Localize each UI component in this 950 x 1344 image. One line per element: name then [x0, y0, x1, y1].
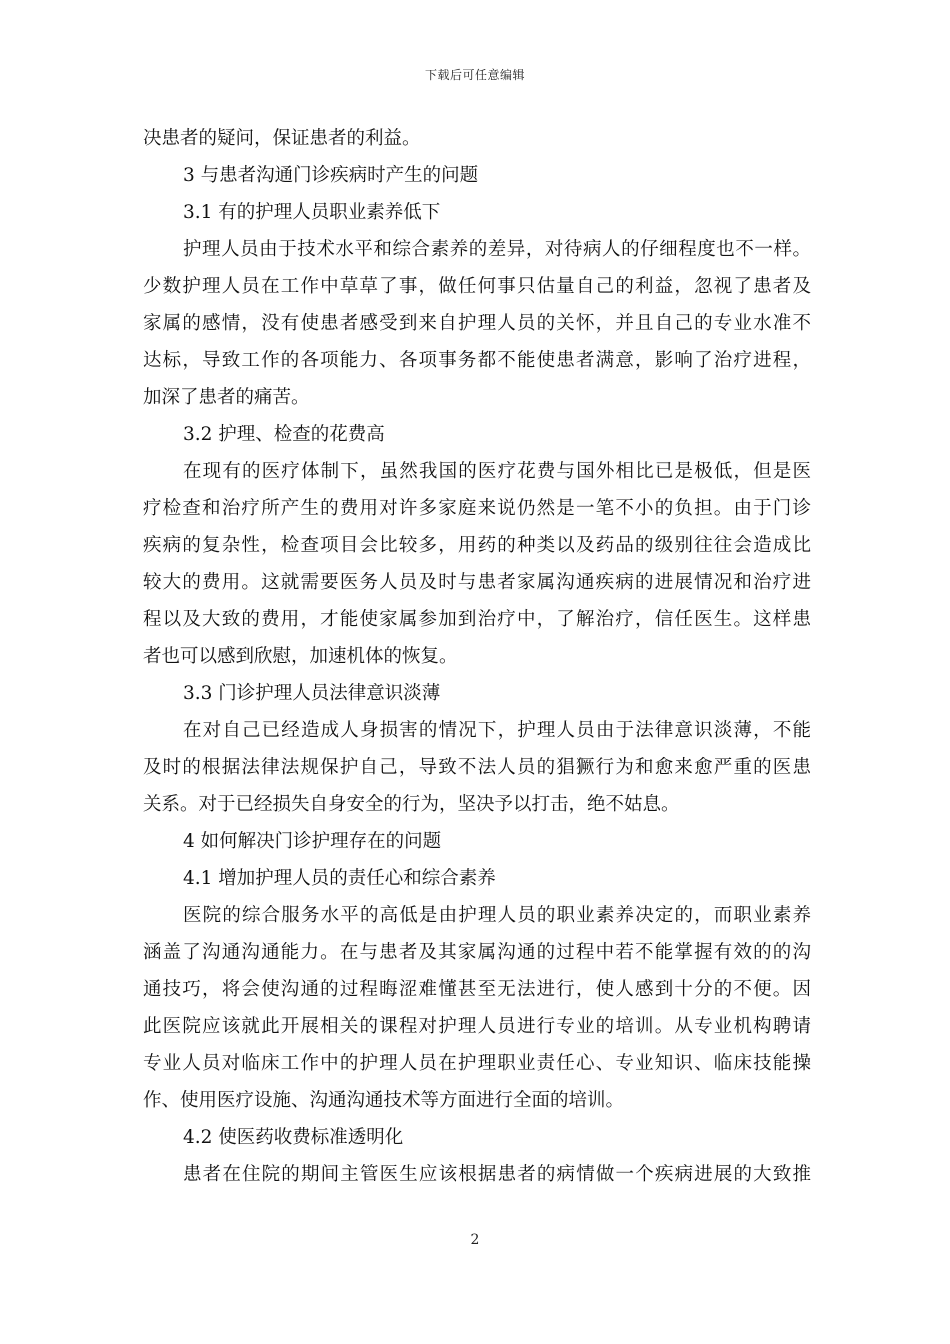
- text-line: 4.2 使医药收费标准透明化: [183, 1127, 404, 1148]
- text-line: 疾病的复杂性，检查项目会比较多，用药的种类以及药品的级别往往会造成比: [143, 535, 811, 556]
- text-line: 关系。对于已经损失自身安全的行为，坚决予以打击，绝不姑息。: [143, 794, 680, 815]
- text-line: 少数护理人员在工作中草草了事，做任何事只估量自己的利益，忽视了患者及: [143, 276, 811, 297]
- text-line: 在对自己已经造成人身损害的情况下，护理人员由于法律意识淡薄，不能: [183, 720, 811, 741]
- text-line: 3 与患者沟通门诊疾病时产生的问题: [183, 165, 479, 186]
- text-line: 达标，导致工作的各项能力、各项事务都不能使患者满意，影响了治疗进程，: [143, 350, 811, 371]
- text-line: 护理人员由于技术水平和综合素养的差异，对待病人的仔细程度也不一样。: [183, 239, 811, 260]
- text-line: 较大的费用。这就需要医务人员及时与患者家属沟通疾病的进展情况和治疗进: [143, 572, 811, 593]
- text-line: 决患者的疑问，保证患者的利益。: [143, 128, 421, 149]
- text-line: 3.3 门诊护理人员法律意识淡薄: [183, 683, 441, 704]
- text-line: 及时的根据法律法规保护自己，导致不法人员的猖獗行为和愈来愈严重的医患: [143, 757, 811, 778]
- text-line: 疗检查和治疗所产生的费用对许多家庭来说仍然是一笔不小的负担。由于门诊: [143, 498, 811, 519]
- text-line: 此医院应该就此开展相关的课程对护理人员进行专业的培训。从专业机构聘请: [143, 1016, 811, 1037]
- text-line: 医院的综合服务水平的高低是由护理人员的职业素养决定的，而职业素养: [183, 905, 811, 926]
- body-text: [143, 120, 811, 1193]
- text-line: 在现有的医疗体制下，虽然我国的医疗花费与国外相比已是极低，但是医: [183, 461, 811, 482]
- text-line: 3.1 有的护理人员职业素养低下: [183, 202, 441, 223]
- text-line: 作、使用医疗设施、沟通沟通技术等方面进行全面的培训。: [143, 1090, 625, 1111]
- text-line: 4.1 增加护理人员的责任心和综合素养: [183, 868, 496, 889]
- text-line: 涵盖了沟通沟通能力。在与患者及其家属沟通的过程中若不能掌握有效的的沟: [143, 942, 811, 963]
- text-line: 专业人员对临床工作中的护理人员在护理职业责任心、专业知识、临床技能操: [143, 1053, 811, 1074]
- text-line: 3.2 护理、检查的花费高: [183, 424, 385, 445]
- text-line: 者也可以感到欣慰，加速机体的恢复。: [143, 646, 458, 667]
- text-line: 患者在住院的期间主管医生应该根据患者的病情做一个疾病进展的大致推: [183, 1164, 811, 1185]
- text-line: 程以及大致的费用，才能使家属参加到治疗中，了解治疗，信任医生。这样患: [143, 609, 811, 630]
- text-line: 4 如何解决门诊护理存在的问题: [183, 831, 442, 852]
- text-line: 加深了患者的痛苦。: [143, 387, 310, 408]
- text-line: 通技巧，将会使沟通的过程晦涩难懂甚至无法进行，使人感到十分的不便。因: [143, 979, 811, 1000]
- page-header: 下载后可任意编辑: [424, 68, 525, 82]
- page-number: 2: [470, 1232, 480, 1248]
- text-line: 家属的感情，没有使患者感受到来自护理人员的关怀，并且自己的专业水准不: [143, 313, 811, 334]
